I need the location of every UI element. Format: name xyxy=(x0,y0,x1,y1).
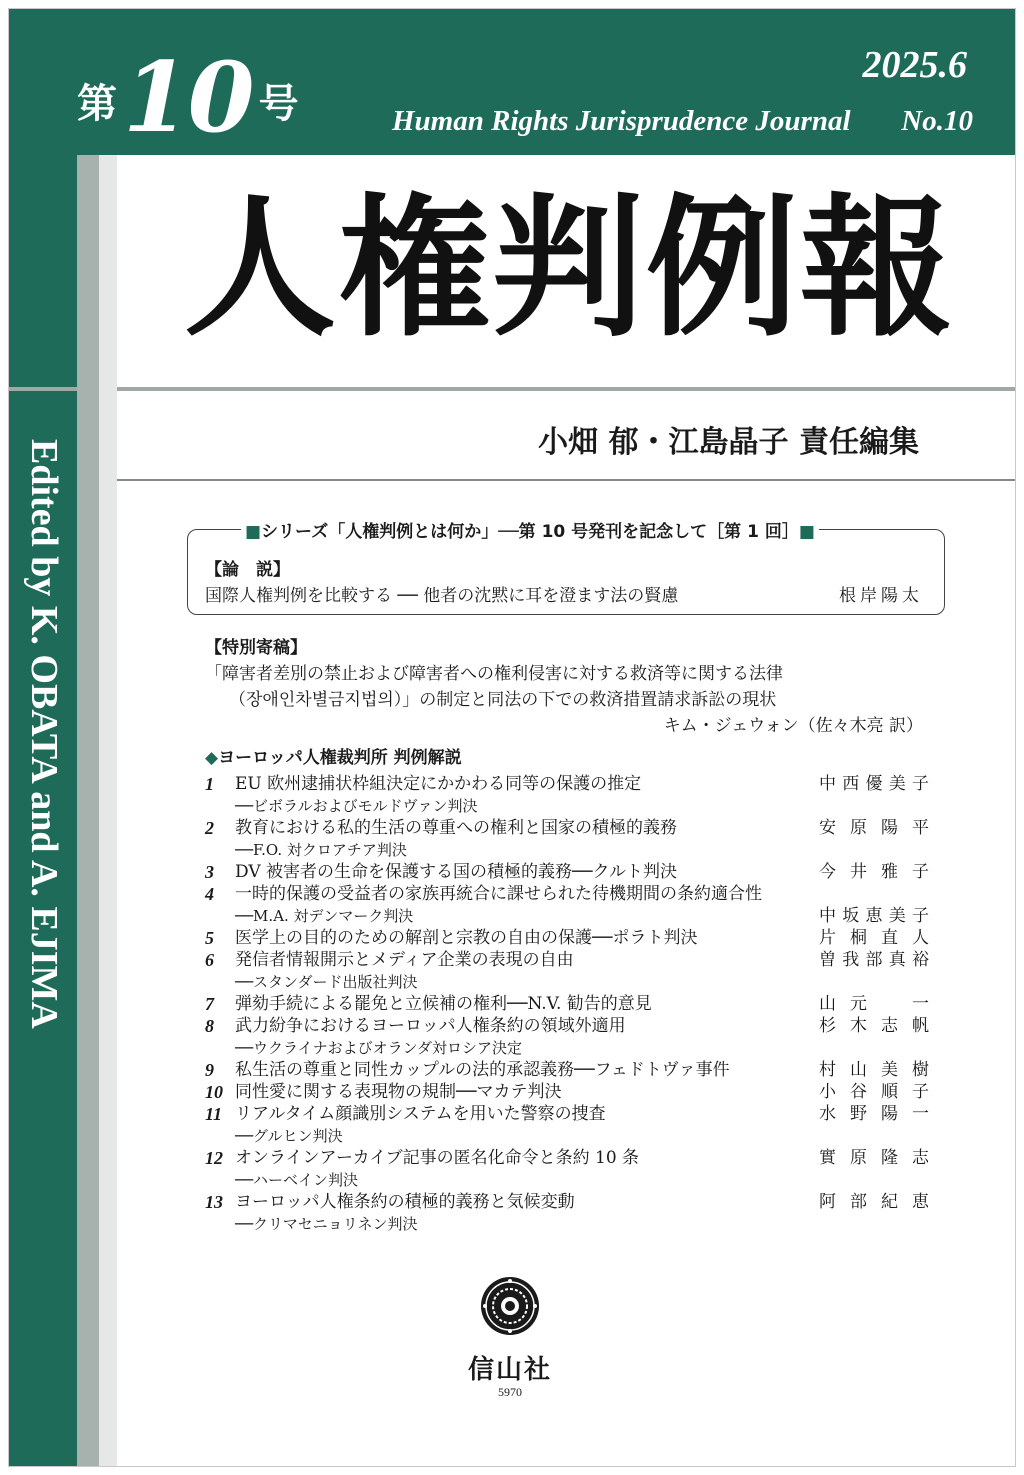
publication-date: 2025.6 xyxy=(862,44,967,86)
entry-subtitle: ──スタンダード出版社判決 xyxy=(235,973,418,991)
entry-title: 武力紛争におけるヨーロッパ人権条約の領域外適用 xyxy=(235,1016,626,1036)
entry-number: 8 xyxy=(205,1016,214,1036)
list-item xyxy=(205,883,929,927)
entry-number: 6 xyxy=(205,950,214,970)
entry-author: 安原陽平 xyxy=(819,818,929,838)
entry-title: EU 欧州逮捕状枠組決定にかかわる同等の保護の推定 xyxy=(235,774,642,794)
special-title-line1: 「障害者差別の禁止および障害者への権利侵害に対する救済等に関する法律 xyxy=(205,664,783,684)
series-article: 国際人権判例を比較する ── 他者の沈黙に耳を澄ます法の賢慮 xyxy=(205,586,679,606)
entry-body xyxy=(235,773,819,817)
entry-title: リアルタイム顔識別システムを用いた警察の捜査 xyxy=(235,1104,606,1124)
entry-number: 9 xyxy=(205,1060,214,1080)
publisher-name: 信山社 xyxy=(467,1355,552,1385)
publisher-seal-icon xyxy=(479,1275,541,1337)
entry-subtitle: ──F.O. 対クロアチア判決 xyxy=(235,841,407,859)
entry-author: 曽我部真裕 xyxy=(819,950,929,970)
entry-subtitle: ──グルヒン判決 xyxy=(235,1127,343,1145)
entry-title: 一時的保護の受益者の家族再統合に課せられた待機期間の条約適合性 xyxy=(235,884,762,904)
list-item xyxy=(205,927,929,949)
entry-author: 片桐直人 xyxy=(819,928,929,948)
issue-number-digits: 10 xyxy=(123,41,253,154)
list-item xyxy=(205,1147,929,1191)
entry-number: 4 xyxy=(205,884,214,904)
series-author: 根岸陽太 xyxy=(839,586,923,606)
entry-number: 7 xyxy=(205,994,214,1014)
entry-title: ヨーロッパ人権条約の積極的義務と気候変動 xyxy=(235,1192,575,1212)
entry-author: 山元 一 xyxy=(819,994,929,1014)
spine-upper xyxy=(9,155,77,387)
spine-gray-stripe xyxy=(77,155,99,1467)
entry-number: 3 xyxy=(205,862,214,882)
editors-rule xyxy=(117,479,1016,481)
entry-body xyxy=(235,1059,819,1081)
list-item xyxy=(205,1103,929,1147)
entry-title: 同性愛に関する表現物の規制──マカテ判決 xyxy=(235,1082,562,1102)
entry-number: 13 xyxy=(205,1192,223,1212)
entry-title: 医学上の目的のための解剖と宗教の自由の保護──ポラト判決 xyxy=(235,928,698,948)
special-label: 【特別寄稿】 xyxy=(205,638,307,658)
list-item xyxy=(205,861,929,883)
square-marker-icon: ■ xyxy=(798,522,815,542)
entry-author: 中西優美子 xyxy=(819,774,929,794)
list-item xyxy=(205,817,929,861)
section-heading xyxy=(205,743,462,768)
list-item xyxy=(205,773,929,817)
list-item xyxy=(205,1015,929,1059)
entry-body xyxy=(235,1081,819,1103)
contents-list xyxy=(205,773,929,1235)
entry-number: 10 xyxy=(205,1082,223,1102)
entry-author: 村山美樹 xyxy=(819,1060,929,1080)
journal-volume: No.10 xyxy=(901,105,973,137)
entry-body xyxy=(235,1191,819,1235)
entry-title: 弾劾手続による罷免と立候補の権利──N.V. 勧告的意見 xyxy=(235,994,652,1014)
entry-title: オンラインアーカイブ記事の匿名化命令と条約 10 条 xyxy=(235,1148,640,1168)
page-title: 人権判例報 xyxy=(184,180,954,357)
spine-light-stripe xyxy=(99,155,117,1467)
entry-author: 今井雅子 xyxy=(819,862,929,882)
special-title-line2: （장애인차별금지법의）」の制定と同法の下での救済措置請求訴訟の現状 xyxy=(229,690,777,710)
entry-author: 阿部紀恵 xyxy=(819,1192,929,1212)
spine-editors-text: Edited by K. OBATA and A. EJIMA xyxy=(23,439,65,1029)
entry-number: 5 xyxy=(205,928,214,948)
journal-cover xyxy=(8,8,1016,1467)
series-label: 【論 説】 xyxy=(205,560,290,580)
entry-author: 中坂恵美子 xyxy=(819,906,929,926)
entry-body xyxy=(235,883,819,927)
entry-number: 1 xyxy=(205,774,214,794)
entry-body xyxy=(235,1015,819,1059)
entry-body xyxy=(235,1147,819,1191)
entry-number: 2 xyxy=(205,818,214,838)
list-item xyxy=(205,1059,929,1081)
entry-author: 實原隆志 xyxy=(819,1148,929,1168)
publisher-code: 5970 xyxy=(498,1385,522,1399)
entry-subtitle: ──M.A. 対デンマーク判決 xyxy=(235,907,414,925)
entry-subtitle: ──ビボラルおよびモルドヴァン判決 xyxy=(235,797,478,815)
entry-body xyxy=(235,927,819,949)
spine-divider xyxy=(9,387,1016,391)
issue-prefix: 第 xyxy=(77,81,117,127)
entry-body xyxy=(235,1103,819,1147)
entry-body xyxy=(235,993,819,1015)
entry-title: 教育における私的生活の尊重への権利と国家の積極的義務 xyxy=(235,818,677,838)
entry-body xyxy=(235,817,819,861)
entry-subtitle: ──クリマセニョリネン判決 xyxy=(235,1215,418,1233)
entry-number: 11 xyxy=(205,1104,223,1124)
entry-body xyxy=(235,861,819,883)
entry-author: 水野陽一 xyxy=(819,1104,929,1124)
entry-number: 12 xyxy=(205,1148,223,1168)
entry-subtitle: ──ウクライナおよびオランダ対ロシア決定 xyxy=(235,1039,523,1057)
journal-english-title: Human Rights Jurisprudence Journal xyxy=(392,105,851,137)
list-item xyxy=(205,1081,929,1103)
series-title xyxy=(241,517,819,542)
entry-subtitle: ──ハーベイン判決 xyxy=(235,1171,359,1189)
entry-author: 小谷順子 xyxy=(819,1082,929,1102)
entry-title: DV 被害者の生命を保護する国の積極的義務──クルト判決 xyxy=(235,862,677,882)
entry-body xyxy=(235,949,819,993)
special-author: キム・ジェウォン（佐々木亮 訳） xyxy=(663,716,923,736)
entry-title: 発信者情報開示とメディア企業の表現の自由 xyxy=(235,950,574,970)
list-item xyxy=(205,949,929,993)
entry-author: 杉木志帆 xyxy=(819,1016,929,1036)
editors-credit: 小畑 郁・江島晶子 責任編集 xyxy=(538,425,919,460)
entry-title: 私生活の尊重と同性カップルの法的承認義務──フェドトヴァ事件 xyxy=(235,1060,730,1080)
diamond-icon: ◆ xyxy=(205,748,219,768)
section-heading-text: ヨーロッパ人権裁判所 判例解説 xyxy=(218,748,462,768)
square-marker-icon: ■ xyxy=(245,522,262,542)
issue-number xyxy=(77,41,299,154)
header-band xyxy=(9,9,1016,155)
issue-suffix: 号 xyxy=(258,81,299,127)
list-item xyxy=(205,993,929,1015)
list-item xyxy=(205,1191,929,1235)
series-title-text: シリーズ「人権判例とは何か」──第 10 号発刊を記念して［第 1 回］ xyxy=(261,522,799,542)
